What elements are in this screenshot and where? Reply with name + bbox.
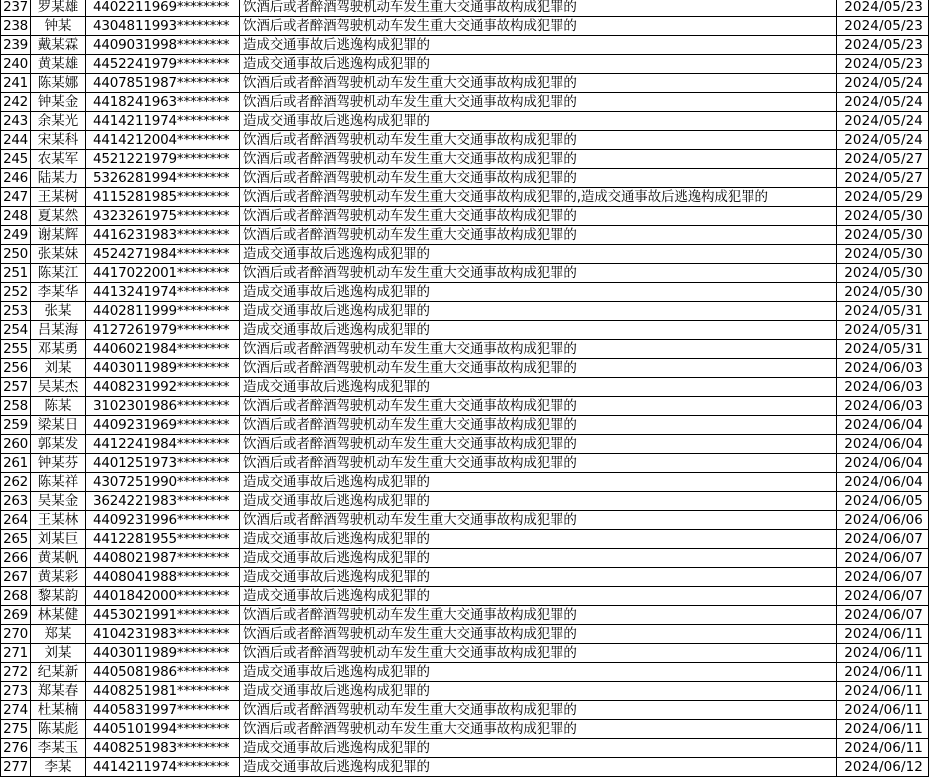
name-cell[interactable]: 余某光 <box>31 112 86 131</box>
name-cell[interactable]: 李某玉 <box>31 739 86 758</box>
row-number-cell[interactable]: 264 <box>1 511 31 530</box>
table-row <box>1 663 929 682</box>
id-number-cell[interactable]: 4403011989******** <box>86 644 240 663</box>
row-number-cell[interactable]: 243 <box>1 112 31 131</box>
table-row <box>1 568 929 587</box>
table-row <box>1 17 929 36</box>
offense-cell[interactable]: 饮酒后或者醉酒驾驶机动车发生重大交通事故构成犯罪的 <box>240 226 837 245</box>
row-number-cell[interactable]: 251 <box>1 264 31 283</box>
offense-cell[interactable]: 饮酒后或者醉酒驾驶机动车发生重大交通事故构成犯罪的 <box>240 93 837 112</box>
date-cell[interactable]: 2024/06/11 <box>837 701 929 720</box>
offense-cell[interactable]: 饮酒后或者醉酒驾驶机动车发生重大交通事故构成犯罪的 <box>240 264 837 283</box>
table-row <box>1 245 929 264</box>
row-number-cell[interactable]: 258 <box>1 397 31 416</box>
id-number-cell[interactable]: 4409231996******** <box>86 511 240 530</box>
offense-cell[interactable]: 饮酒后或者醉酒驾驶机动车发生重大交通事故构成犯罪的 <box>240 207 837 226</box>
name-cell[interactable]: 张某 <box>31 302 86 321</box>
date-cell[interactable]: 2024/05/30 <box>837 226 929 245</box>
id-number-cell[interactable]: 4409031998******** <box>86 36 240 55</box>
offense-cell[interactable]: 造成交通事故后逃逸构成犯罪的 <box>240 549 837 568</box>
id-number-cell[interactable]: 4127261979******** <box>86 321 240 340</box>
table-row <box>1 207 929 226</box>
date-cell[interactable]: 2024/05/23 <box>837 36 929 55</box>
row-number-cell[interactable]: 249 <box>1 226 31 245</box>
table-row <box>1 473 929 492</box>
offense-cell[interactable]: 造成交通事故后逃逸构成犯罪的 <box>240 36 837 55</box>
table-body <box>1 0 929 777</box>
table-row <box>1 397 929 416</box>
row-number-cell[interactable]: 268 <box>1 587 31 606</box>
date-cell[interactable]: 2024/06/11 <box>837 625 929 644</box>
row-number-cell[interactable]: 238 <box>1 17 31 36</box>
name-cell[interactable]: 陆某力 <box>31 169 86 188</box>
id-number-cell[interactable]: 4406021984******** <box>86 340 240 359</box>
offense-cell[interactable]: 造成交通事故后逃逸构成犯罪的 <box>240 758 837 777</box>
id-number-cell[interactable]: 4452241979******** <box>86 55 240 74</box>
row-number-cell[interactable]: 261 <box>1 454 31 473</box>
date-cell[interactable]: 2024/05/31 <box>837 321 929 340</box>
date-cell[interactable]: 2024/05/24 <box>837 112 929 131</box>
table-row <box>1 264 929 283</box>
table-row <box>1 758 929 777</box>
table-row <box>1 587 929 606</box>
table-row <box>1 74 929 93</box>
date-cell[interactable]: 2024/06/04 <box>837 473 929 492</box>
offense-cell[interactable]: 饮酒后或者醉酒驾驶机动车发生重大交通事故构成犯罪的 <box>240 701 837 720</box>
offense-cell[interactable]: 造成交通事故后逃逸构成犯罪的 <box>240 245 837 264</box>
table-row <box>1 359 929 378</box>
row-number-cell[interactable]: 263 <box>1 492 31 511</box>
table-row <box>1 416 929 435</box>
offense-cell[interactable]: 饮酒后或者醉酒驾驶机动车发生重大交通事故构成犯罪的 <box>240 625 837 644</box>
row-number-cell[interactable]: 250 <box>1 245 31 264</box>
name-cell[interactable]: 林某健 <box>31 606 86 625</box>
offense-cell[interactable]: 造成交通事故后逃逸构成犯罪的 <box>240 492 837 511</box>
date-cell[interactable]: 2024/06/12 <box>837 758 929 777</box>
offense-cell[interactable]: 饮酒后或者醉酒驾驶机动车发生重大交通事故构成犯罪的 <box>240 359 837 378</box>
id-number-cell[interactable]: 4323261975******** <box>86 207 240 226</box>
date-cell[interactable]: 2024/06/04 <box>837 454 929 473</box>
row-number-cell[interactable]: 257 <box>1 378 31 397</box>
id-number-cell[interactable]: 3624221983******** <box>86 492 240 511</box>
offense-cell[interactable]: 造成交通事故后逃逸构成犯罪的 <box>240 739 837 758</box>
date-cell[interactable]: 2024/06/05 <box>837 492 929 511</box>
date-cell[interactable]: 2024/06/11 <box>837 739 929 758</box>
row-number-cell[interactable]: 262 <box>1 473 31 492</box>
name-cell[interactable]: 黄某彩 <box>31 568 86 587</box>
id-number-cell[interactable]: 4416231983******** <box>86 226 240 245</box>
id-number-cell[interactable]: 4307251990******** <box>86 473 240 492</box>
id-number-cell[interactable]: 4401251973******** <box>86 454 240 473</box>
offense-cell[interactable]: 造成交通事故后逃逸构成犯罪的 <box>240 663 837 682</box>
row-number-cell[interactable]: 242 <box>1 93 31 112</box>
date-cell[interactable]: 2024/05/31 <box>837 340 929 359</box>
id-number-cell[interactable]: 4409231969******** <box>86 416 240 435</box>
offense-cell[interactable]: 造成交通事故后逃逸构成犯罪的 <box>240 321 837 340</box>
name-cell[interactable]: 谢某辉 <box>31 226 86 245</box>
id-number-cell[interactable]: 4524271984******** <box>86 245 240 264</box>
id-number-cell[interactable]: 4408231992******** <box>86 378 240 397</box>
date-cell[interactable]: 2024/06/07 <box>837 530 929 549</box>
offense-cell[interactable]: 造成交通事故后逃逸构成犯罪的 <box>240 587 837 606</box>
name-cell[interactable]: 王某树 <box>31 188 86 207</box>
table-row <box>1 454 929 473</box>
date-cell[interactable]: 2024/06/06 <box>837 511 929 530</box>
row-number-cell[interactable]: 255 <box>1 340 31 359</box>
id-number-cell[interactable]: 4453021991******** <box>86 606 240 625</box>
offense-cell[interactable]: 造成交通事故后逃逸构成犯罪的 <box>240 283 837 302</box>
table-row <box>1 302 929 321</box>
name-cell[interactable]: 夏某然 <box>31 207 86 226</box>
date-cell[interactable]: 2024/06/07 <box>837 587 929 606</box>
row-number-cell[interactable]: 241 <box>1 74 31 93</box>
row-number-cell[interactable]: 274 <box>1 701 31 720</box>
offense-cell[interactable]: 饮酒后或者醉酒驾驶机动车发生重大交通事故构成犯罪的 <box>240 720 837 739</box>
date-cell[interactable]: 2024/05/27 <box>837 150 929 169</box>
offense-cell[interactable]: 饮酒后或者醉酒驾驶机动车发生重大交通事故构成犯罪的 <box>240 0 837 17</box>
row-number-cell[interactable]: 277 <box>1 758 31 777</box>
name-cell[interactable]: 陈某娜 <box>31 74 86 93</box>
id-number-cell[interactable]: 4115281985******** <box>86 188 240 207</box>
offense-cell[interactable]: 饮酒后或者醉酒驾驶机动车发生重大交通事故构成犯罪的 <box>240 17 837 36</box>
name-cell[interactable]: 宋某科 <box>31 131 86 150</box>
table-row <box>1 283 929 302</box>
row-number-cell[interactable]: 253 <box>1 302 31 321</box>
row-number-cell[interactable]: 273 <box>1 682 31 701</box>
table-row <box>1 188 929 207</box>
date-cell[interactable]: 2024/05/23 <box>837 55 929 74</box>
row-number-cell[interactable]: 265 <box>1 530 31 549</box>
row-number-cell[interactable]: 245 <box>1 150 31 169</box>
row-number-cell[interactable]: 260 <box>1 435 31 454</box>
id-number-cell[interactable]: 4407851987******** <box>86 74 240 93</box>
table-row <box>1 720 929 739</box>
id-number-cell[interactable]: 4418241963******** <box>86 93 240 112</box>
date-cell[interactable]: 2024/06/03 <box>837 397 929 416</box>
name-cell[interactable]: 纪某新 <box>31 663 86 682</box>
table-row <box>1 492 929 511</box>
id-number-cell[interactable]: 4414211974******** <box>86 112 240 131</box>
name-cell[interactable]: 钟某 <box>31 17 86 36</box>
name-cell[interactable]: 吕某海 <box>31 321 86 340</box>
offense-cell[interactable]: 造成交通事故后逃逸构成犯罪的 <box>240 568 837 587</box>
id-number-cell[interactable]: 5326281994******** <box>86 169 240 188</box>
offense-cell[interactable]: 饮酒后或者醉酒驾驶机动车发生重大交通事故构成犯罪的 <box>240 397 837 416</box>
name-cell[interactable]: 刘某 <box>31 644 86 663</box>
date-cell[interactable]: 2024/05/29 <box>837 188 929 207</box>
row-number-cell[interactable]: 247 <box>1 188 31 207</box>
table-row <box>1 682 929 701</box>
name-cell[interactable]: 邓某勇 <box>31 340 86 359</box>
name-cell[interactable]: 陈某彪 <box>31 720 86 739</box>
row-number-cell[interactable]: 266 <box>1 549 31 568</box>
table-row <box>1 55 929 74</box>
id-number-cell[interactable]: 4408251981******** <box>86 682 240 701</box>
offense-cell[interactable]: 饮酒后或者醉酒驾驶机动车发生重大交通事故构成犯罪的 <box>240 606 837 625</box>
table-row <box>1 112 929 131</box>
date-cell[interactable]: 2024/06/07 <box>837 568 929 587</box>
date-cell[interactable]: 2024/06/11 <box>837 644 929 663</box>
id-number-cell[interactable]: 3102301986******** <box>86 397 240 416</box>
table-row <box>1 150 929 169</box>
table-row <box>1 435 929 454</box>
offense-cell[interactable]: 造成交通事故后逃逸构成犯罪的 <box>240 55 837 74</box>
id-number-cell[interactable]: 4414212004******** <box>86 131 240 150</box>
date-cell[interactable]: 2024/05/31 <box>837 302 929 321</box>
date-cell[interactable]: 2024/05/23 <box>837 0 929 17</box>
name-cell[interactable]: 郭某发 <box>31 435 86 454</box>
name-cell[interactable]: 郑某春 <box>31 682 86 701</box>
id-number-cell[interactable]: 4405101994******** <box>86 720 240 739</box>
offense-cell[interactable]: 饮酒后或者醉酒驾驶机动车发生重大交通事故构成犯罪的 <box>240 150 837 169</box>
table-row <box>1 511 929 530</box>
row-number-cell[interactable]: 237 <box>1 0 31 17</box>
table-row <box>1 169 929 188</box>
table-row <box>1 226 929 245</box>
id-number-cell[interactable]: 4412281955******** <box>86 530 240 549</box>
date-cell[interactable]: 2024/05/30 <box>837 283 929 302</box>
offense-cell[interactable]: 饮酒后或者醉酒驾驶机动车发生重大交通事故构成犯罪的 <box>240 435 837 454</box>
date-cell[interactable]: 2024/06/11 <box>837 663 929 682</box>
table-row <box>1 606 929 625</box>
offense-cell[interactable]: 造成交通事故后逃逸构成犯罪的 <box>240 112 837 131</box>
name-cell[interactable]: 李某华 <box>31 283 86 302</box>
id-number-cell[interactable]: 4402811999******** <box>86 302 240 321</box>
row-number-cell[interactable]: 267 <box>1 568 31 587</box>
row-number-cell[interactable]: 239 <box>1 36 31 55</box>
table-row <box>1 701 929 720</box>
row-number-cell[interactable]: 256 <box>1 359 31 378</box>
table-row <box>1 625 929 644</box>
row-number-cell[interactable]: 246 <box>1 169 31 188</box>
name-cell[interactable]: 黄某雄 <box>31 55 86 74</box>
offense-cell[interactable]: 饮酒后或者醉酒驾驶机动车发生重大交通事故构成犯罪的 <box>240 74 837 93</box>
id-number-cell[interactable]: 4104231983******** <box>86 625 240 644</box>
offense-cell[interactable]: 造成交通事故后逃逸构成犯罪的 <box>240 378 837 397</box>
name-cell[interactable]: 黎某韵 <box>31 587 86 606</box>
offense-cell[interactable]: 饮酒后或者醉酒驾驶机动车发生重大交通事故构成犯罪的 <box>240 340 837 359</box>
id-number-cell[interactable]: 4402211969******** <box>86 0 240 17</box>
date-cell[interactable]: 2024/06/07 <box>837 606 929 625</box>
table-row <box>1 549 929 568</box>
name-cell[interactable]: 陈某祥 <box>31 473 86 492</box>
row-number-cell[interactable]: 275 <box>1 720 31 739</box>
offense-cell[interactable]: 造成交通事故后逃逸构成犯罪的 <box>240 302 837 321</box>
id-number-cell[interactable]: 4408041988******** <box>86 568 240 587</box>
table-row <box>1 644 929 663</box>
table-row <box>1 36 929 55</box>
offense-cell[interactable]: 饮酒后或者醉酒驾驶机动车发生重大交通事故构成犯罪的 <box>240 644 837 663</box>
name-cell[interactable]: 杜某楠 <box>31 701 86 720</box>
table-row <box>1 0 929 17</box>
name-cell[interactable]: 黄某帆 <box>31 549 86 568</box>
row-number-cell[interactable]: 276 <box>1 739 31 758</box>
name-cell[interactable]: 刘某 <box>31 359 86 378</box>
id-number-cell[interactable]: 4304811993******** <box>86 17 240 36</box>
table-row <box>1 321 929 340</box>
id-number-cell[interactable]: 4405081986******** <box>86 663 240 682</box>
id-number-cell[interactable]: 4521221979******** <box>86 150 240 169</box>
name-cell[interactable]: 罗某雄 <box>31 0 86 17</box>
table-row <box>1 131 929 150</box>
date-cell[interactable]: 2024/06/11 <box>837 682 929 701</box>
date-cell[interactable]: 2024/05/24 <box>837 93 929 112</box>
offense-cell[interactable]: 造成交通事故后逃逸构成犯罪的 <box>240 530 837 549</box>
row-number-cell[interactable]: 270 <box>1 625 31 644</box>
date-cell[interactable]: 2024/05/30 <box>837 245 929 264</box>
offense-cell[interactable]: 饮酒后或者醉酒驾驶机动车发生重大交通事故构成犯罪的 <box>240 416 837 435</box>
name-cell[interactable]: 王某林 <box>31 511 86 530</box>
name-cell[interactable]: 郑某 <box>31 625 86 644</box>
table-row <box>1 93 929 112</box>
row-number-cell[interactable]: 271 <box>1 644 31 663</box>
name-cell[interactable]: 张某妹 <box>31 245 86 264</box>
name-cell[interactable]: 梁某日 <box>31 416 86 435</box>
name-cell[interactable]: 戴某霖 <box>31 36 86 55</box>
name-cell[interactable]: 农某军 <box>31 150 86 169</box>
id-number-cell[interactable]: 4403011989******** <box>86 359 240 378</box>
id-number-cell[interactable]: 4414211974******** <box>86 758 240 777</box>
name-cell[interactable]: 李某 <box>31 758 86 777</box>
offense-cell[interactable]: 造成交通事故后逃逸构成犯罪的 <box>240 682 837 701</box>
id-number-cell[interactable]: 4405831997******** <box>86 701 240 720</box>
id-number-cell[interactable]: 4413241974******** <box>86 283 240 302</box>
date-cell[interactable]: 2024/06/04 <box>837 416 929 435</box>
id-number-cell[interactable]: 4401842000******** <box>86 587 240 606</box>
name-cell[interactable]: 吴某金 <box>31 492 86 511</box>
date-cell[interactable]: 2024/05/23 <box>837 17 929 36</box>
table-row <box>1 378 929 397</box>
table-row <box>1 340 929 359</box>
table-row <box>1 530 929 549</box>
id-number-cell[interactable]: 4417022001******** <box>86 264 240 283</box>
row-number-cell[interactable]: 259 <box>1 416 31 435</box>
date-cell[interactable]: 2024/05/30 <box>837 207 929 226</box>
id-number-cell[interactable]: 4412241984******** <box>86 435 240 454</box>
name-cell[interactable]: 吴某杰 <box>31 378 86 397</box>
date-cell[interactable]: 2024/05/30 <box>837 264 929 283</box>
date-cell[interactable]: 2024/05/24 <box>837 131 929 150</box>
offense-cell[interactable]: 饮酒后或者醉酒驾驶机动车发生重大交通事故构成犯罪的 <box>240 169 837 188</box>
date-cell[interactable]: 2024/05/24 <box>837 74 929 93</box>
row-number-cell[interactable]: 272 <box>1 663 31 682</box>
offense-cell[interactable]: 饮酒后或者醉酒驾驶机动车发生重大交通事故构成犯罪的 <box>240 131 837 150</box>
offense-cell[interactable]: 造成交通事故后逃逸构成犯罪的 <box>240 473 837 492</box>
offense-cell[interactable]: 饮酒后或者醉酒驾驶机动车发生重大交通事故构成犯罪的 <box>240 454 837 473</box>
table-row <box>1 739 929 758</box>
date-cell[interactable]: 2024/05/27 <box>837 169 929 188</box>
offense-cell[interactable]: 饮酒后或者醉酒驾驶机动车发生重大交通事故构成犯罪的,造成交通事故后逃逸构成犯罪的 <box>240 188 837 207</box>
date-cell[interactable]: 2024/06/04 <box>837 435 929 454</box>
date-cell[interactable]: 2024/06/11 <box>837 720 929 739</box>
name-cell[interactable]: 刘某巨 <box>31 530 86 549</box>
row-number-cell[interactable]: 254 <box>1 321 31 340</box>
row-number-cell[interactable]: 240 <box>1 55 31 74</box>
row-number-cell[interactable]: 248 <box>1 207 31 226</box>
date-cell[interactable]: 2024/06/03 <box>837 378 929 397</box>
name-cell[interactable]: 钟某芬 <box>31 454 86 473</box>
name-cell[interactable]: 陈某江 <box>31 264 86 283</box>
row-number-cell[interactable]: 269 <box>1 606 31 625</box>
row-number-cell[interactable]: 244 <box>1 131 31 150</box>
offense-cell[interactable]: 饮酒后或者醉酒驾驶机动车发生重大交通事故构成犯罪的 <box>240 511 837 530</box>
id-number-cell[interactable]: 4408251983******** <box>86 739 240 758</box>
id-number-cell[interactable]: 4408021987******** <box>86 549 240 568</box>
date-cell[interactable]: 2024/06/03 <box>837 359 929 378</box>
name-cell[interactable]: 钟某金 <box>31 93 86 112</box>
date-cell[interactable]: 2024/06/07 <box>837 549 929 568</box>
row-number-cell[interactable]: 252 <box>1 283 31 302</box>
name-cell[interactable]: 陈某 <box>31 397 86 416</box>
